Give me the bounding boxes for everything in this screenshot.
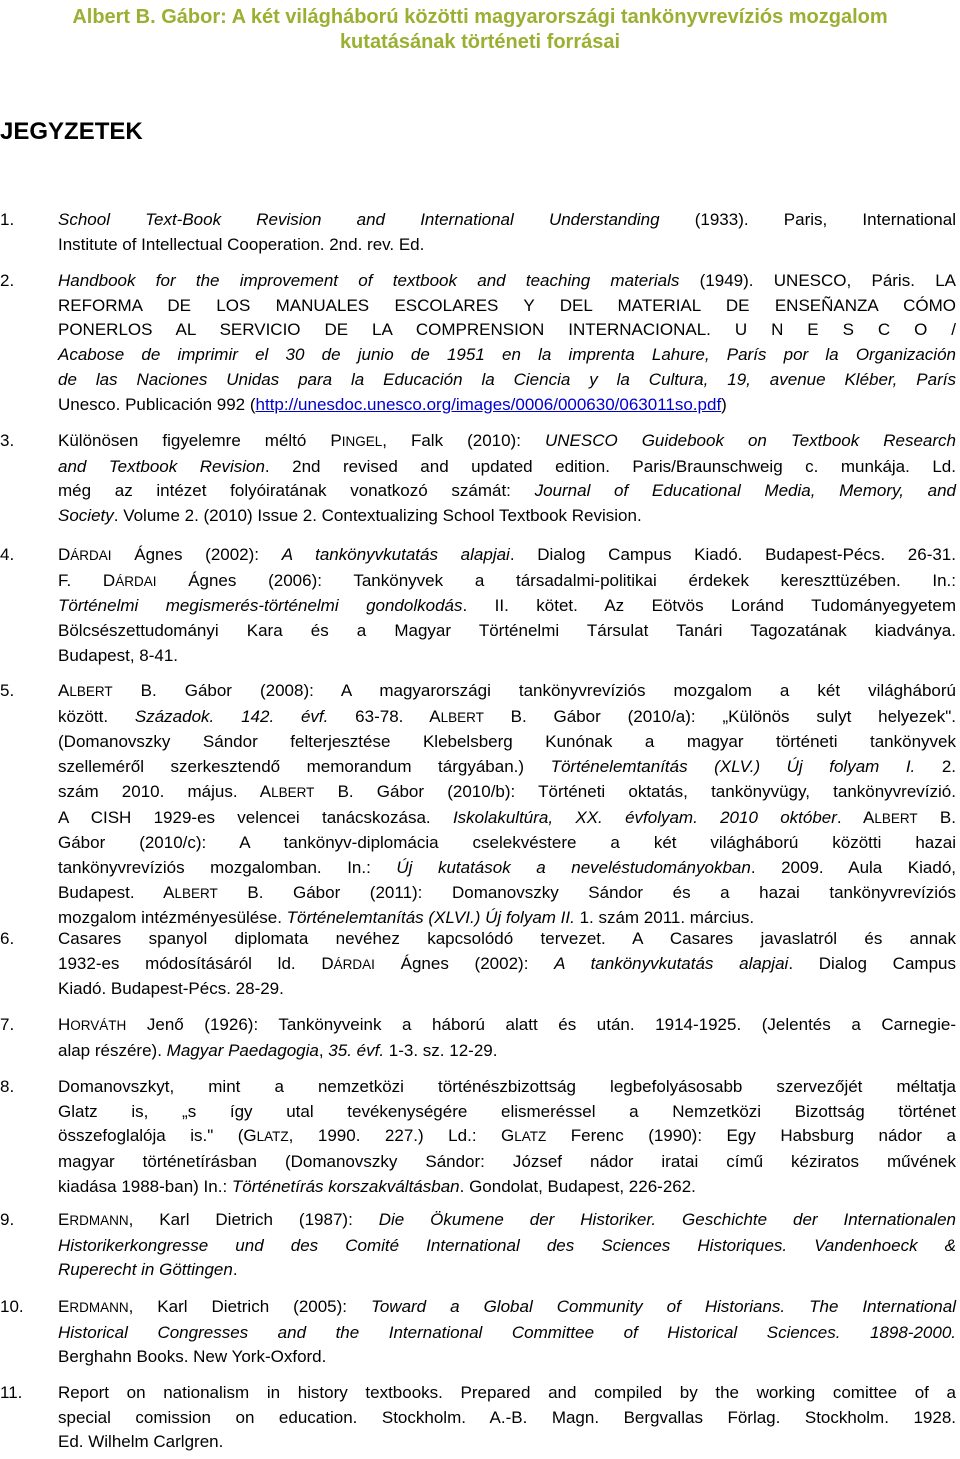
note-text [58, 1075, 956, 1200]
note-line: Budapest. ALBERT B. Gábor (2011): Domanovszky Sándor és a hazai tankönyvrevíziós [58, 882, 956, 902]
note-number: 5. [0, 681, 15, 700]
note-item [0, 1295, 960, 1369]
note-line: Handbook for the improvement of textbook and teaching materials (1949). UNESCO, Páris. LA [58, 271, 956, 290]
note-line: ERDMANN, Karl Dietrich (1987): Die Ökumene der Historiker. Geschichte der Internationalen [58, 1210, 956, 1229]
document-title [0, 5, 960, 55]
note-line: Berghahn Books. New York-Oxford. [58, 1347, 327, 1367]
note-line: Glatz is, „s így utal tevékenységére elismeréssel a Nemzetközi Bizottság történet [58, 1101, 956, 1121]
note-line: Budapest, 8-41. [58, 645, 179, 665]
note-item [0, 269, 960, 417]
note-item [0, 1381, 960, 1455]
note-text [58, 1208, 956, 1283]
note-number: 1. [0, 210, 15, 229]
note-line: Historikerkongresse und des Comité International des Sciences Historiques. Vandenhoeck & [58, 1235, 956, 1255]
note-item [0, 208, 960, 257]
note-text [58, 208, 956, 257]
note-line: 1932-es módosításáról ld. DÁRDAI Ágnes (2002): A tankönyvkutatás alapjai. Dialog Campus [58, 953, 956, 973]
note-line: Ed. Wilhelm Carlgren. [58, 1432, 224, 1452]
note-line: HORVÁTH Jenő (1926): Tankönyveink a háború alatt és után. 1914-1925. (Jelentés a Carnegie- [58, 1015, 956, 1034]
note-line: Domanovszkyt, mint a nemzetközi történészbizottság legbefolyásosabb szervezőjét méltatja [58, 1077, 956, 1096]
note-line: között. Századok. 142. évf. 63-78. ALBERT B. Gábor (2010/a): „Különös sulyt helyezek". [58, 706, 956, 726]
note-line: School Text-Book Revision and International Understanding (1933). Paris, International [58, 210, 956, 229]
note-line: ALBERT B. Gábor (2008): A magyarországi tankönyvrevíziós mozgalom a két világháború [58, 681, 956, 700]
note-line: Acabose de imprimir el 30 de junio de 1951 en la imprenta Lahure, París por la Organización [58, 345, 956, 365]
note-number: 11. [0, 1383, 23, 1402]
note-item [0, 1013, 960, 1062]
note-line: (Domanovszky Sándor felterjesztése Klebelsberg Kunónak a magyar történeti tankönyvek [58, 732, 956, 752]
note-number: 4. [0, 545, 15, 564]
note-line: Casares spanyol diplomata nevéhez kapcsolódó tervezet. A Casares javaslatról és annak [58, 929, 956, 948]
note-line: de las Naciones Unidas para la Educación la Ciencia y la Cultura, 19, avenue Kléber, París [58, 369, 956, 389]
note-number: 2. [0, 271, 15, 290]
title-line-1: Albert B. Gábor: A két világháború közötti magyarországi tankönyvrevíziós mozgalom [72, 6, 888, 28]
note-line: Historical Congresses and the International Committee of Historical Sciences. 1898-2000. [58, 1322, 956, 1342]
note-line: ERDMANN, Karl Dietrich (2005): Toward a Global Community of Historians. The International [58, 1297, 956, 1316]
note-text [58, 927, 956, 1002]
note-item [0, 543, 960, 667]
note-line: special comission on education. Stockholm. A.-B. Magn. Bergvallas Förlag. Stockholm. 1928. [58, 1407, 956, 1427]
note-item [0, 429, 960, 528]
note-line: Különösen figyelemre méltó PINGEL, Falk (2010): UNESCO Guidebook on Textbook Research [58, 431, 957, 450]
note-line: magyar történetírásban (Domanovszky Sándor: József nádor iratai című kéziratos művének [58, 1152, 956, 1172]
note-line: mozgalom intézményesülése. Történelemtanítás (XLVI.) Új folyam II. 1. szám 2011. március. [58, 908, 755, 928]
note-line: kiadása 1988-ban) In.: Történetírás korszakváltásban. Gondolat, Budapest, 226-262. [58, 1176, 696, 1196]
note-line: Report on nationalism in history textbooks. Prepared and compiled by the working comittee of a [58, 1383, 956, 1402]
note-line: még az intézet folyóiratának vonatkozó számát: Journal of Educational Media, Memory, and [58, 481, 957, 501]
note-text [58, 1295, 956, 1370]
note-number: 9. [0, 1210, 15, 1229]
note-line: DÁRDAI Ágnes (2002): A tankönyvkutatás alapjai. Dialog Campus Kiadó. Budapest-Pécs. 26-31. [58, 545, 956, 564]
note-line: tankönyvrevíziós mozgalomban. In.: Új kutatások a neveléstudományokban. 2009. Aula Kiadó, [58, 857, 956, 877]
note-item [0, 927, 960, 1001]
note-line: PONERLOS AL SERVICIO DE LA COMPRENSION INTERNACIONAL. U N E S C O / [58, 320, 956, 340]
title-line-2: kutatásának történeti forrásai [339, 31, 621, 53]
note-line: összefoglalója is." (GLATZ, 1990. 227.) Ld.: GLATZ Ferenc (1990): Egy Habsburg nádor a [58, 1126, 956, 1146]
note-text [58, 1013, 956, 1063]
note-line: szám 2010. május. ALBERT B. Gábor (2010/b): Történeti oktatás, tankönyvügy, tankönyvrevízió. [58, 781, 956, 801]
note-text [58, 543, 956, 669]
note-line: REFORMA DE LOS MANUALES ESCOLARES Y DEL MATERIAL DE ENSEÑANZA CÓMO [58, 295, 956, 315]
note-line: Ruperecht in Göttingen. [58, 1260, 238, 1280]
note-line: A CISH 1929-es velencei tanácskozása. Iskolakultúra, XX. évfolyam. 2010 október. ALBERT B. [58, 807, 956, 827]
note-line: Bölcsészettudományi Kara és a Magyar Történelmi Társulat Tanári Tagozatának kiadványa. [58, 621, 956, 641]
note-number: 6. [0, 929, 15, 948]
note-line: Történelmi megismerés-történelmi gondolkodás. II. kötet. Az Eötvös Loránd Tudományegyetem [58, 596, 956, 616]
note-line: szelleméről szerkesztendő memorandum tárgyában.) Történelemtanítás (XLV.) Új folyam I. 2. [58, 757, 957, 777]
note-line: Kiadó. Budapest-Pécs. 28-29. [58, 979, 284, 999]
note-text [58, 679, 956, 931]
note-number: 10. [0, 1297, 24, 1316]
note-line: Unesco. Publicación 992 (http://unesdoc.unesco.org/images/0006/000630/063011so.pdf) [58, 394, 727, 414]
note-line: Institute of Intellectual Cooperation. 2nd. rev. Ed. [58, 234, 425, 254]
note-item [0, 679, 960, 926]
note-text [58, 269, 956, 417]
note-text [58, 1381, 956, 1455]
note-text [58, 429, 956, 529]
notes-heading: JEGYZETEK [0, 118, 143, 145]
note-item [0, 1075, 960, 1199]
note-number: 3. [0, 431, 15, 450]
unesdoc-link[interactable]: http://unesdoc.unesco.org/images/0006/000630/063011so.pdf [255, 394, 722, 414]
note-item [0, 1208, 960, 1282]
note-line: Gábor (2010/c): A tankönyv-diplomácia cselekvéstere a két világháború közötti hazai [58, 833, 956, 853]
note-line: and Textbook Revision. 2nd revised and updated edition. Paris/Braunschweig c. munkája. Ld. [58, 456, 956, 476]
note-line: alap részére). Magyar Paedagogia, 35. évf. 1-3. sz. 12-29. [58, 1040, 498, 1060]
note-number: 8. [0, 1077, 15, 1096]
note-number: 7. [0, 1015, 15, 1034]
note-line: Society. Volume 2. (2010) Issue 2. Contextualizing School Textbook Revision. [58, 506, 642, 526]
note-line: F. DÁRDAI Ágnes (2006): Tankönyvek a társadalmi-politikai érdekek kereszttüzében. In.: [58, 570, 956, 590]
